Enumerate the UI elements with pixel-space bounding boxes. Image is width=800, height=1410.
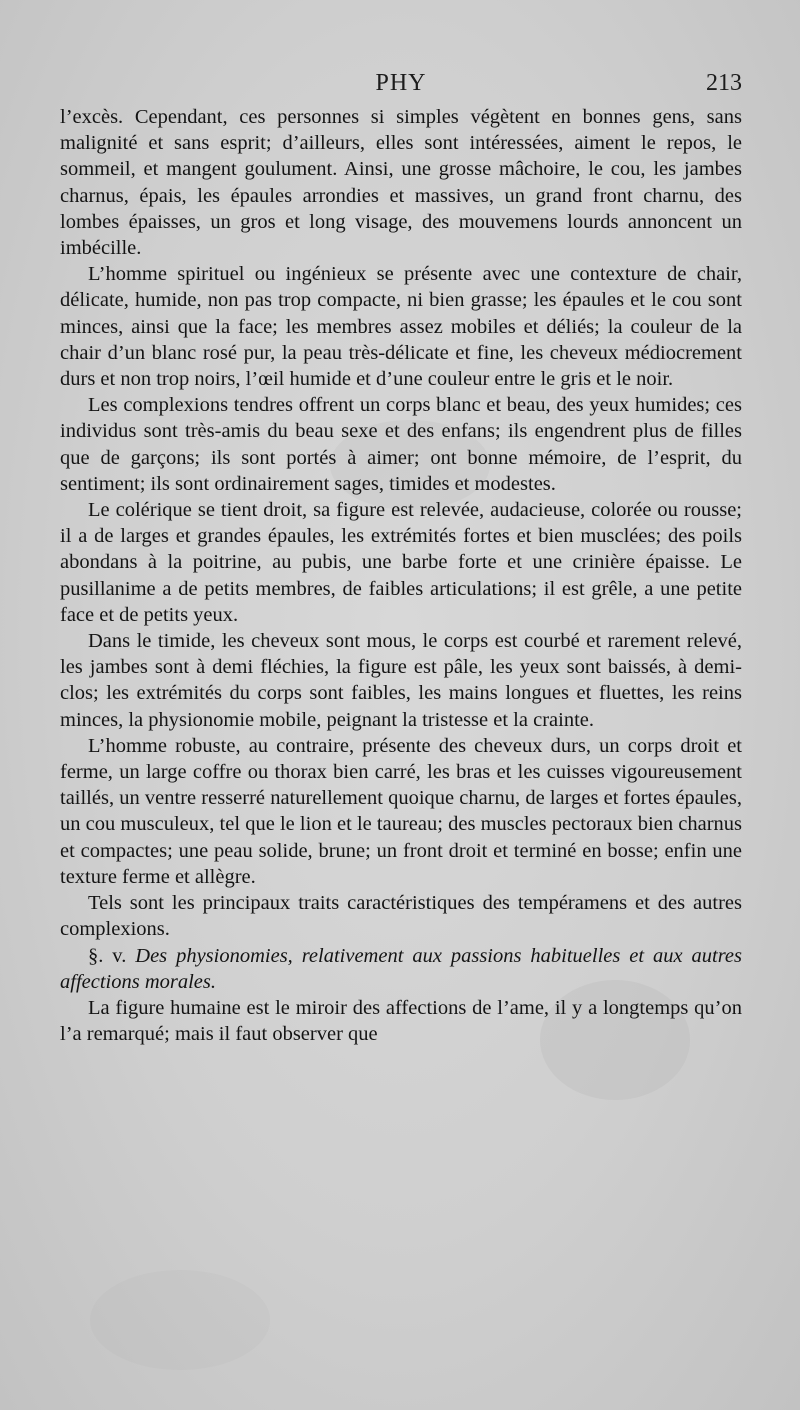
paragraph: Tels sont les principaux traits caractéristiques des tempéramens et des autres complexions.	[60, 892, 742, 941]
section-heading	[60, 943, 742, 995]
paragraph: L’homme robuste, au contraire, présente des cheveux durs, un corps droit et ferme, un large coffre ou thorax bien carré, les bras et les cuisses vigoureusement taillés, un ventre resserré naturellement quoique charnu, de larges et fortes épaules, un cou musculeux, tel que le lion et le taureau; des muscles pectoraux bien charnus et compactes; une peau solide, brune; un front droit et terminé en bosse; enfin une texture ferme et allègre.	[60, 734, 742, 888]
paper-stain	[90, 1270, 270, 1370]
paragraph: Les complexions tendres offrent un corps blanc et beau, des yeux humides; ces individus sont très-amis du beau sexe et des enfans; ils engendrent plus de filles que de garçons; ils sont portés à aimer; ont bonne mémoire, de l’esprit, du sentiment; ils sont ordinairement sages, timides et modestes.	[60, 394, 742, 495]
paragraph: Le colérique se tient droit, sa figure est relevée, audacieuse, colorée ou rousse; il a de larges et grandes épaules, les extrémités fortes et bien musclées; des poils abondans à la poitrine, au pubis, une barbe forte et une crinière épaisse. Le pusillanime a de petits membres, de faibles articulations; il est grêle, a une petite face et de petits yeux.	[60, 499, 742, 626]
section-number: §. v.	[88, 944, 127, 967]
paragraph: Dans le timide, les cheveux sont mous, le corps est courbé et rarement relevé, les jambes sont à demi fléchies, la figure est pâle, les yeux sont baissés, à demi-clos; les extrémités du corps sont faibles, les mains longues et fluettes, les reins minces, la physionomie mobile, peignant la tristesse et la crainte.	[60, 630, 742, 731]
page-header	[60, 66, 742, 100]
running-head: PHY	[375, 70, 427, 96]
paragraph: l’excès. Cependant, ces personnes si simples végètent en bonnes gens, sans malignité et sans esprit; d’ailleurs, elles sont intéressées, aiment le repos, le sommeil, et mangent goulument. Ainsi, une grosse mâchoire, le cou, les jambes charnus, épais, les épaules arrondies et massives, un grand front charnu, des lombes épaisses, un gros et long visage, des mouvemens lourds annoncent un imbécille.	[60, 106, 742, 260]
paragraph: La figure humaine est le miroir des affections de l’ame, il y a longtemps qu’on l’a remarqué; mais il faut observer que	[60, 996, 742, 1046]
paragraph: L’homme spirituel ou ingénieux se présente avec une contexture de chair, délicate, humide, non pas trop compacte, ni bien grasse; les épaules et le cou sont minces, ainsi que la face; les membres assez mobiles et déliés; la couleur de la chair d’un blanc rosé pur, la peau très-délicate et fine, les cheveux médiocrement durs et non trop noirs, l’œil humide et d’une couleur entre le gris et le noir.	[60, 263, 742, 391]
body-text	[60, 104, 742, 1047]
section-title: Des physionomies, relativement aux passions habituelles et aux autres affections morales.	[60, 944, 743, 993]
page-number: 213	[706, 70, 742, 96]
